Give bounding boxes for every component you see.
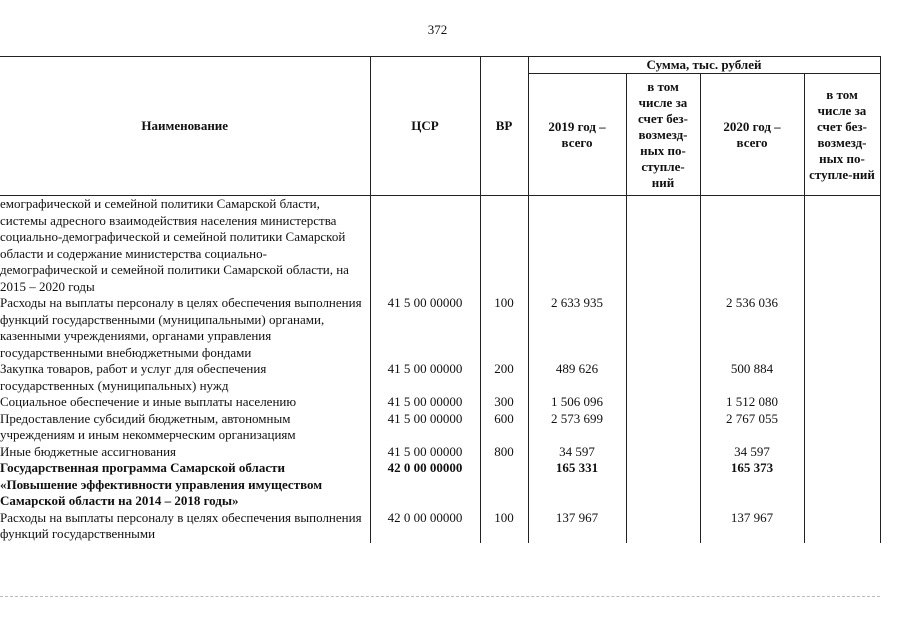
row-2019-grants xyxy=(626,444,700,461)
row-2019: 165 331 xyxy=(528,460,626,510)
page-bottom-divider xyxy=(0,596,880,597)
row-name: Закупка товаров, работ и услуг для обеспечения государственных (муниципальных) нужд xyxy=(0,361,267,393)
row-name: Иные бюджетные ассигнования xyxy=(0,443,177,459)
row-2019: 1 506 096 xyxy=(528,394,626,411)
row-2020-grants xyxy=(804,444,880,461)
row-2020-grants xyxy=(804,510,880,543)
table-row-program xyxy=(0,460,880,510)
row-csr: 42 0 00 00000 xyxy=(370,460,480,510)
row-2019: 489 626 xyxy=(528,361,626,394)
table-row xyxy=(0,444,880,461)
row-2019: 2 633 935 xyxy=(528,295,626,361)
row-2020-grants xyxy=(804,411,880,444)
row-2019-grants xyxy=(626,510,700,543)
row-2019-grants xyxy=(626,411,700,444)
header-csr: ЦСР xyxy=(370,57,480,196)
row-2019: 137 967 xyxy=(528,510,626,543)
row-2020-grants xyxy=(804,196,880,296)
header-2019-grants: в том числе за счет без-возмезд-ных по-ступле-ний xyxy=(626,74,700,196)
table-header xyxy=(0,57,880,196)
row-vr: 200 xyxy=(480,361,528,394)
row-2020: 2 536 036 xyxy=(700,295,804,361)
table-row xyxy=(0,411,880,444)
header-2020-grants: в том числе за счет без-возмезд-ных по-ступле-ний xyxy=(804,74,880,196)
page-number: 372 xyxy=(427,22,448,37)
table-row xyxy=(0,295,880,361)
row-vr xyxy=(480,196,528,296)
row-vr xyxy=(480,460,528,510)
row-2020: 137 967 xyxy=(700,510,804,543)
row-2020: 2 767 055 xyxy=(700,411,804,444)
table-body xyxy=(0,196,880,543)
row-2020: 34 597 xyxy=(700,444,804,461)
row-vr: 300 xyxy=(480,394,528,411)
header-2020-total: 2020 год – всего xyxy=(700,74,804,196)
row-name: Государственная программа Самарской области «Повышение эффективности управления имуществом Самарской области на 2014 – 2018 годы» xyxy=(0,460,323,508)
row-csr: 41 5 00 00000 xyxy=(370,411,480,444)
header-name: Наименование xyxy=(0,57,370,196)
row-2020: 165 373 xyxy=(700,460,804,510)
row-name: Расходы на выплаты персоналу в целях обеспечения выполнения функций государственными xyxy=(0,509,362,541)
row-2019-grants xyxy=(626,394,700,411)
row-2019: 2 573 699 xyxy=(528,411,626,444)
row-csr: 41 5 00 00000 xyxy=(370,394,480,411)
row-name: емографической и семейной политики Самарской бласти, системы адресного взаимодействия населения министерства социально-демографической и семейной политики Самарской области и содержание министерства социально-демографической и семейной политики Самарской области, на 2015 – 2020 годы xyxy=(0,196,349,294)
table-row xyxy=(0,510,880,543)
row-2020-grants xyxy=(804,361,880,394)
row-2019 xyxy=(528,196,626,296)
table-row xyxy=(0,196,880,296)
budget-table xyxy=(0,56,881,543)
header-2019-total: 2019 год – всего xyxy=(528,74,626,196)
row-csr: 42 0 00 00000 xyxy=(370,510,480,543)
row-2019-grants xyxy=(626,361,700,394)
row-name: Расходы на выплаты персоналу в целях обеспечения выполнения функций государственными (муниципальными) органами, казенными учреждениями, органами управления государственными внебюджетными фондами xyxy=(0,295,362,360)
row-2020: 500 884 xyxy=(700,361,804,394)
row-2019: 34 597 xyxy=(528,444,626,461)
row-csr: 41 5 00 00000 xyxy=(370,361,480,394)
row-2020-grants xyxy=(804,460,880,510)
row-csr: 41 5 00 00000 xyxy=(370,295,480,361)
row-2019-grants xyxy=(626,460,700,510)
row-csr xyxy=(370,196,480,296)
header-sum-group: Сумма, тыс. рублей xyxy=(528,57,880,74)
row-2020-grants xyxy=(804,295,880,361)
table-row xyxy=(0,361,880,394)
row-2020-grants xyxy=(804,394,880,411)
row-vr: 600 xyxy=(480,411,528,444)
row-vr: 100 xyxy=(480,295,528,361)
header-vr: ВР xyxy=(480,57,528,196)
row-vr: 100 xyxy=(480,510,528,543)
row-2019-grants xyxy=(626,295,700,361)
row-name: Социальное обеспечение и иные выплаты населению xyxy=(0,394,297,409)
row-2020: 1 512 080 xyxy=(700,394,804,411)
row-csr: 41 5 00 00000 xyxy=(370,444,480,461)
row-2019-grants xyxy=(626,196,700,296)
table-row xyxy=(0,394,880,411)
row-name: Предоставление субсидий бюджетным, автономным учреждениям и иным некоммерческим организациям xyxy=(0,410,296,442)
row-2020 xyxy=(700,196,804,296)
row-vr: 800 xyxy=(480,444,528,461)
